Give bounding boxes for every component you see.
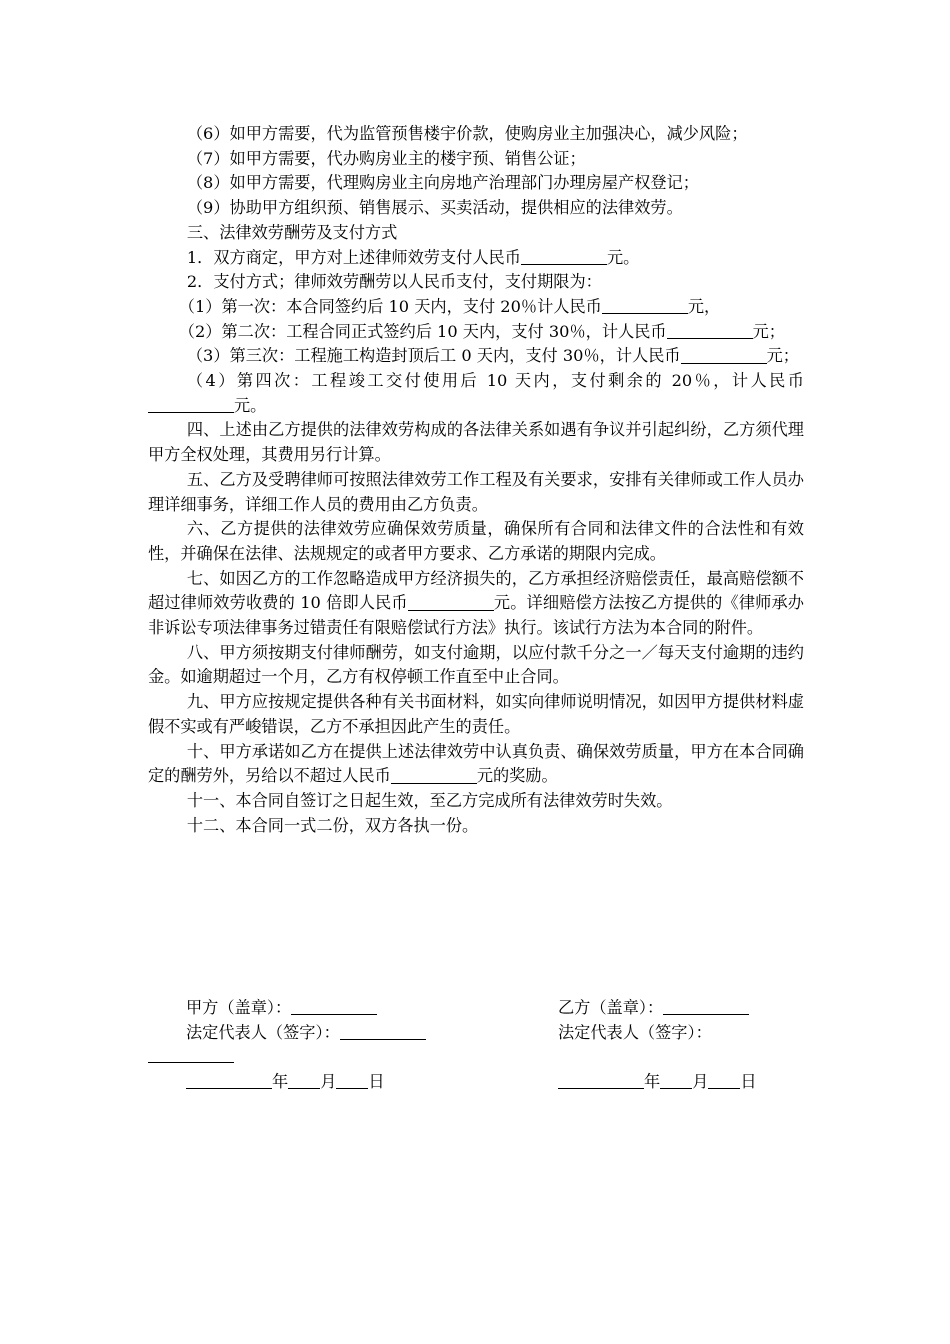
clause-6: 六、乙方提供的法律效劳应确保效劳质量，确保所有合同和法律文件的合法性和有效性，并确保在法律、法规规定的或者甲方要求、乙方承诺的期限内完成。 xyxy=(148,519,804,563)
party-b-rep-blank[interactable] xyxy=(148,1045,234,1062)
seal-row xyxy=(148,996,808,1021)
date-row xyxy=(148,1070,808,1095)
payment-3: （3）第三次：工程施工构造封顶后工 0 天内，支付 30％，计人民币 元； xyxy=(186,346,799,366)
signature-block xyxy=(148,996,808,1095)
payment-3-blank xyxy=(681,347,767,364)
party-a-date: 年 月 日 xyxy=(186,1070,385,1095)
party-a-representative: 法定代表人（签字）： xyxy=(186,1021,426,1046)
clause-7: 七、如因乙方的工作忽略造成甲方经济损失的，乙方承担经济赔偿责任，最高赔偿额不超过律师效劳收费的 10 倍即人民币 元。详细赔偿方法按乙方提供的《律师承办非诉讼专项法律事务过错责任有限赔偿试行方法》执行。该试行方法为本合同的附件。 xyxy=(148,568,804,638)
item-8: （8）如甲方需要，代理购房业主向房地产治理部门办理房屋产权登记； xyxy=(186,173,699,193)
party-a-rep-blank[interactable] xyxy=(340,1023,426,1040)
clause-9: 九、甲方应按规定提供各种有关书面材料，如实向律师说明情况，如因甲方提供材料虚假不实或有严峻错误，乙方不承担因此产生的责任。 xyxy=(148,692,804,736)
party-b-seal-blank[interactable] xyxy=(663,998,749,1015)
payment-4: （4）第四次：工程竣工交付使用后 10 天内，支付剩余的 20％，计人民币元。 xyxy=(148,369,804,418)
clause-8: 八、甲方须按期支付律师酬劳，如支付逾期，以应付款千分之一／每天支付逾期的违约金。如逾期超过一个月，乙方有权停顿工作直至中止合同。 xyxy=(148,642,804,687)
party-a-seal: 甲方（盖章）： xyxy=(186,996,377,1021)
party-b-date: 年 月 日 xyxy=(558,1070,757,1095)
party-a-day-blank[interactable] xyxy=(336,1072,368,1089)
compensation-blank xyxy=(408,594,494,611)
item-6: （6）如甲方需要，代为监管预售楼宇价款，使购房业主加强决心，减少风险； xyxy=(186,124,748,143)
payment-2: （2）第二次：工程合同正式签约后 10 天内，支付 30％，计人民币 元； xyxy=(178,321,785,341)
fee-blank xyxy=(521,248,607,265)
contract-body xyxy=(148,122,804,838)
party-a-seal-blank[interactable] xyxy=(291,998,377,1015)
payment-1-blank xyxy=(602,297,688,314)
party-b-seal: 乙方（盖章）： xyxy=(558,996,749,1021)
clause-4: 四、上述由乙方提供的法律效劳构成的各法律关系如遇有争议并引起纠纷，乙方须代理甲方全权处理，其费用另行计算。 xyxy=(148,420,804,465)
continuation-row xyxy=(148,1045,808,1070)
party-b-year-blank[interactable] xyxy=(558,1072,644,1089)
clause-11: 十一、本合同自签订之日起生效，至乙方完成所有法律效劳时失效。 xyxy=(186,790,673,810)
fee-total: 1．双方商定，甲方对上述律师效劳支付人民币 元。 xyxy=(186,247,640,267)
reward-blank xyxy=(391,767,477,784)
section-3-heading: 三、法律效劳酬劳及支付方式 xyxy=(186,222,398,242)
payment-2-blank xyxy=(667,322,753,339)
representative-row xyxy=(148,1021,808,1046)
clause-10: 十、甲方承诺如乙方在提供上述法律效劳中认真负责、确保效劳质量，甲方在本合同确定的酬劳外，另给以不超过人民币 元的奖励。 xyxy=(148,741,804,786)
party-b-representative: 法定代表人（签字）： xyxy=(558,1022,712,1042)
payment-1: （1）第一次：本合同签约后 10 天内，支付 20％计人民币 元， xyxy=(178,296,721,316)
clause-5: 五、乙方及受聘律师可按照法律效劳工作工程及有关要求，安排有关律师或工作人员办理详细事务，详细工作人员的费用由乙方负责。 xyxy=(148,469,804,514)
party-b-month-blank[interactable] xyxy=(660,1072,692,1089)
item-7: （7）如甲方需要，代办购房业主的楼宇预、销售公证； xyxy=(186,148,586,168)
payment-4-blank xyxy=(148,396,234,413)
party-a-month-blank[interactable] xyxy=(288,1072,320,1089)
clause-12: 十二、本合同一式二份，双方各执一份。 xyxy=(186,815,479,835)
item-9: （9）协助甲方组织预、销售展示、买卖活动，提供相应的法律效劳。 xyxy=(186,198,683,218)
payment-method: 2．支付方式；律师效劳酬劳以人民币支付，支付期限为： xyxy=(186,272,602,292)
party-b-day-blank[interactable] xyxy=(708,1072,740,1089)
party-a-year-blank[interactable] xyxy=(186,1072,272,1089)
